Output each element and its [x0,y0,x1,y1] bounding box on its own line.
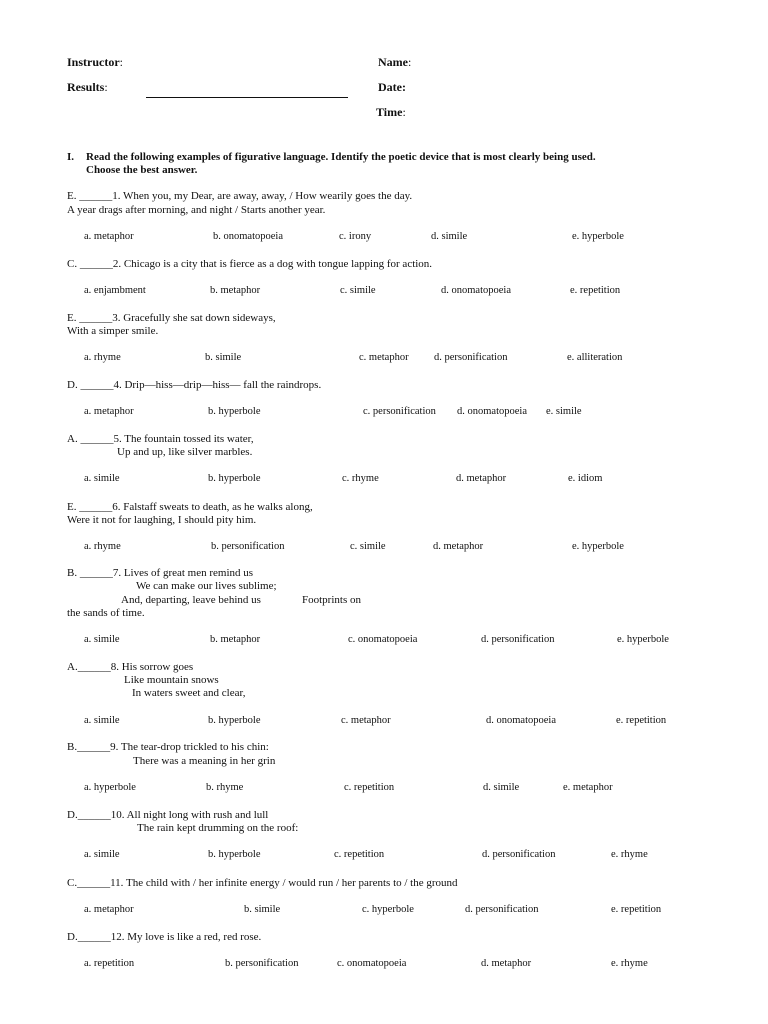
question-8-line-2: Like mountain snows [124,674,219,686]
results-blank-line [146,97,348,98]
question-11-option-a: a. metaphor [84,904,134,915]
question-4-line-1: D. ______4. Drip—hiss—drip—hiss— fall the raindrops. [67,379,322,391]
question-2-option-c: c. simile [340,285,376,296]
results-label: Results: [67,80,108,94]
question-4-option-e: e. simile [546,406,582,417]
question-3-option-b: b. simile [205,352,242,363]
question-7-line-4: the sands of time. [67,607,145,619]
question-7-line-3b: Footprints on [302,594,361,606]
question-7-line-1: B. ______7. Lives of great men remind us [67,567,254,579]
question-2-option-d: d. onomatopoeia [441,285,511,296]
question-9-line-2: There was a meaning in her grin [133,755,276,767]
question-6-line-2: Were it not for laughing, I should pity him. [67,514,257,526]
question-10-option-e: e. rhyme [611,849,648,860]
question-10-option-b: b. hyperbole [208,849,261,860]
section-instruction-line1: Read the following examples of figurative language. Identify the poetic device that is most clearly being used. [86,151,596,163]
question-3-option-a: a. rhyme [84,352,121,363]
question-4-option-b: b. hyperbole [208,406,261,417]
question-5-option-a: a. simile [84,473,120,484]
section-number: I. [67,151,75,163]
question-11-option-e: e. repetition [611,904,662,915]
question-12-line-1: D.______12. My love is like a red, red rose. [67,931,262,943]
question-9-line-1: B.______9. The tear-drop trickled to his chin: [67,741,269,753]
question-8-line-3: In waters sweet and clear, [132,687,246,699]
question-9-option-c: c. repetition [344,782,395,793]
question-8-option-b: b. hyperbole [208,715,261,726]
question-4-option-a: a. metaphor [84,406,134,417]
question-5-option-e: e. idiom [568,473,603,484]
question-6-option-b: b. personification [211,541,285,552]
question-4-option-d: d. onomatopoeia [457,406,527,417]
question-1-line-1: E. ______1. When you, my Dear, are away, away, / How wearily goes the day. [67,190,413,202]
question-1-line-2: A year drags after morning, and night / Starts another year. [67,204,326,216]
question-8-option-e: e. repetition [616,715,667,726]
time-label: Time: [376,105,406,119]
section-instruction-line2: Choose the best answer. [86,164,198,176]
question-11-option-b: b. simile [244,904,281,915]
question-11-option-c: c. hyperbole [362,904,414,915]
question-1-option-c: c. irony [339,231,372,242]
question-9-option-d: d. simile [483,782,520,793]
question-12-option-d: d. metaphor [481,958,532,969]
instructor-label: Instructor: [67,55,124,69]
question-6-option-c: c. simile [350,541,386,552]
question-7-option-d: d. personification [481,634,555,645]
question-4-option-c: c. personification [363,406,436,417]
question-10-option-d: d. personification [482,849,556,860]
question-2-option-a: a. enjambment [84,285,146,296]
question-3-line-1: E. ______3. Gracefully she sat down sideways, [67,312,276,324]
question-7-line-3: And, departing, leave behind us [121,594,261,606]
question-9-option-b: b. rhyme [206,782,244,793]
question-3-option-c: c. metaphor [359,352,409,363]
question-8-option-d: d. onomatopoeia [486,715,556,726]
date-label: Date: [378,80,406,94]
question-10-line-1: D.______10. All night long with rush and lull [67,809,269,821]
question-9-option-a: a. hyperbole [84,782,136,793]
question-7-option-a: a. simile [84,634,120,645]
question-6-option-e: e. hyperbole [572,541,624,552]
question-2-option-e: e. repetition [570,285,621,296]
question-7-option-b: b. metaphor [210,634,261,645]
question-1-option-e: e. hyperbole [572,231,624,242]
question-10-option-c: c. repetition [334,849,385,860]
question-3-line-2: With a simper smile. [67,325,159,337]
question-6-option-d: d. metaphor [433,541,484,552]
question-12-option-a: a. repetition [84,958,135,969]
question-5-line-1: A. ______5. The fountain tossed its water, [67,433,254,445]
question-11-line-1: C.______11. The child with / her infinite energy / would run / her parents to / the ground [67,877,458,889]
question-7-option-e: e. hyperbole [617,634,669,645]
question-11-option-d: d. personification [465,904,539,915]
question-10-option-a: a. simile [84,849,120,860]
question-5-line-2: Up and up, like silver marbles. [117,446,253,458]
question-12-option-b: b. personification [225,958,299,969]
question-5-option-c: c. rhyme [342,473,379,484]
question-12-option-c: c. onomatopoeia [337,958,407,969]
question-3-option-e: e. alliteration [567,352,623,363]
question-6-line-1: E. ______6. Falstaff sweats to death, as he walks along, [67,501,313,513]
question-5-option-d: d. metaphor [456,473,507,484]
question-5-option-b: b. hyperbole [208,473,261,484]
question-7-option-c: c. onomatopoeia [348,634,418,645]
question-8-option-c: c. metaphor [341,715,391,726]
question-7-line-2: We can make our lives sublime; [136,580,277,592]
question-6-option-a: a. rhyme [84,541,121,552]
question-1-option-a: a. metaphor [84,231,134,242]
question-8-option-a: a. simile [84,715,120,726]
question-9-option-e: e. metaphor [563,782,613,793]
question-2-line-1: C. ______2. Chicago is a city that is fierce as a dog with tongue lapping for action. [67,258,433,270]
question-10-line-2: The rain kept drumming on the roof: [137,822,299,834]
question-1-option-b: b. onomatopoeia [213,231,283,242]
question-1-option-d: d. simile [431,231,468,242]
question-12-option-e: e. rhyme [611,958,648,969]
question-3-option-d: d. personification [434,352,508,363]
name-label: Name: [378,55,412,69]
question-2-option-b: b. metaphor [210,285,261,296]
question-8-line-1: A.______8. His sorrow goes [67,661,194,673]
